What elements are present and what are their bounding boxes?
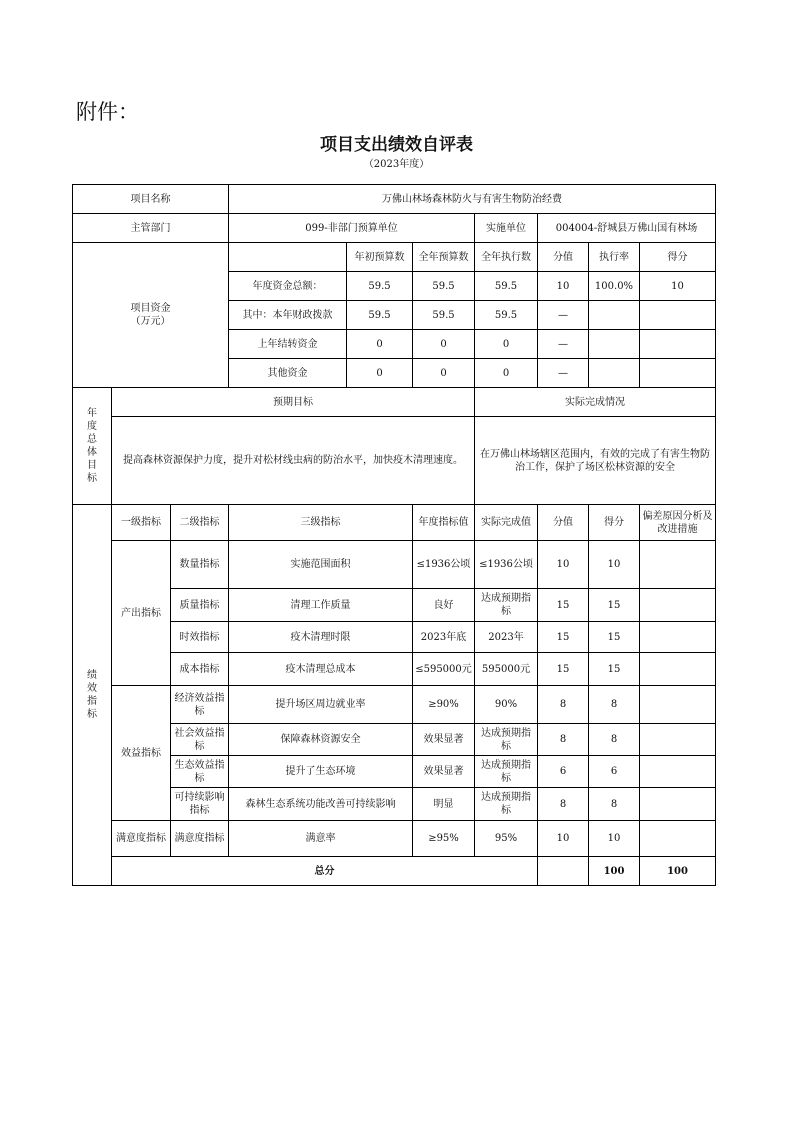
perf-score: 15 bbox=[589, 622, 640, 653]
funds-cell bbox=[589, 359, 640, 388]
funds-cell: 0 bbox=[347, 330, 413, 359]
perf-header-cell: 三级指标 bbox=[229, 505, 413, 541]
evaluation-table bbox=[72, 184, 716, 886]
perf-actual: 达成预期指标 bbox=[475, 589, 538, 622]
actual-goal-header: 实际完成情况 bbox=[475, 388, 716, 417]
perf-level3: 提升了生态环境 bbox=[229, 756, 413, 788]
perf-value: 8 bbox=[538, 724, 589, 756]
perf-level2: 数量指标 bbox=[171, 541, 229, 589]
perf-actual: ≤1936公顷 bbox=[475, 541, 538, 589]
perf-note bbox=[640, 589, 716, 622]
perf-level2: 成本指标 bbox=[171, 653, 229, 686]
project-name-label: 项目名称 bbox=[73, 185, 229, 214]
funds-header-blank bbox=[229, 243, 347, 272]
perf-target: ≥90% bbox=[413, 686, 475, 724]
perf-level2: 社会效益指标 bbox=[171, 724, 229, 756]
funds-header-cell: 全年执行数 bbox=[475, 243, 538, 272]
funds-cell: 0 bbox=[413, 359, 475, 388]
funds-cell: 59.5 bbox=[347, 301, 413, 330]
funds-cell: — bbox=[538, 301, 589, 330]
perf-target: ≤595000元 bbox=[413, 653, 475, 686]
perf-header-cell: 一级指标 bbox=[112, 505, 171, 541]
perf-target: 良好 bbox=[413, 589, 475, 622]
funds-cell: 10 bbox=[538, 272, 589, 301]
perf-value: 10 bbox=[538, 821, 589, 857]
funds-cell: — bbox=[538, 330, 589, 359]
funds-row-label: 年度资金总额： bbox=[229, 272, 347, 301]
funds-cell bbox=[640, 330, 716, 359]
perf-actual: 达成预期指标 bbox=[475, 756, 538, 788]
funds-row-label: 其中：本年财政拨款 bbox=[229, 301, 347, 330]
perf-target: 效果显著 bbox=[413, 756, 475, 788]
funds-cell: 0 bbox=[475, 359, 538, 388]
goals-label-text: 年度总体目标 bbox=[87, 408, 97, 484]
perf-level3: 保障森林资源安全 bbox=[229, 724, 413, 756]
perf-actual: 达成预期指标 bbox=[475, 788, 538, 821]
perf-note bbox=[640, 622, 716, 653]
funds-header-cell: 得分 bbox=[640, 243, 716, 272]
project-name-value: 万佛山林场森林防火与有害生物防治经费 bbox=[229, 185, 716, 214]
funds-row-label: 其他资金 bbox=[229, 359, 347, 388]
perf-score: 15 bbox=[589, 589, 640, 622]
perf-score: 8 bbox=[589, 724, 640, 756]
page-title: 项目支出绩效自评表 bbox=[320, 135, 473, 155]
perf-level3: 疫木清理总成本 bbox=[229, 653, 413, 686]
perf-actual: 2023年 bbox=[475, 622, 538, 653]
perf-value: 8 bbox=[538, 686, 589, 724]
perf-level2: 质量指标 bbox=[171, 589, 229, 622]
perf-level3: 疫木清理时限 bbox=[229, 622, 413, 653]
perf-level1: 满意度指标 bbox=[112, 821, 171, 857]
perf-score: 15 bbox=[589, 653, 640, 686]
perf-header-cell: 年度指标值 bbox=[413, 505, 475, 541]
perf-level1: 效益指标 bbox=[112, 686, 171, 821]
perf-score: 10 bbox=[589, 541, 640, 589]
perf-header-cell: 实际完成值 bbox=[475, 505, 538, 541]
perf-note bbox=[640, 788, 716, 821]
perf-note bbox=[640, 653, 716, 686]
perf-header-cell: 分值 bbox=[538, 505, 589, 541]
perf-level2: 可持续影响指标 bbox=[171, 788, 229, 821]
total-label: 总分 bbox=[112, 857, 538, 886]
total-value: 100 bbox=[589, 857, 640, 886]
funds-cell bbox=[589, 330, 640, 359]
perf-target: ≥95% bbox=[413, 821, 475, 857]
funds-cell bbox=[640, 359, 716, 388]
impl-label: 实施单位 bbox=[475, 214, 538, 243]
perf-row bbox=[73, 541, 716, 589]
goals-label bbox=[73, 388, 112, 505]
funds-row-label: 上年结转资金 bbox=[229, 330, 347, 359]
perf-row bbox=[73, 821, 716, 857]
perf-note bbox=[640, 541, 716, 589]
perf-level2: 经济效益指标 bbox=[171, 686, 229, 724]
perf-note bbox=[640, 724, 716, 756]
perf-note bbox=[640, 756, 716, 788]
dept-value: 099-非部门预算单位 bbox=[229, 214, 475, 243]
attachment-label: 附件： bbox=[76, 100, 139, 124]
perf-target: 效果显著 bbox=[413, 724, 475, 756]
funds-header-cell: 全年预算数 bbox=[413, 243, 475, 272]
perf-level2: 生态效益指标 bbox=[171, 756, 229, 788]
funds-cell: 59.5 bbox=[475, 301, 538, 330]
funds-cell: 0 bbox=[475, 330, 538, 359]
funds-cell: 0 bbox=[347, 359, 413, 388]
perf-value: 6 bbox=[538, 756, 589, 788]
funds-header-cell: 年初预算数 bbox=[347, 243, 413, 272]
funds-cell: — bbox=[538, 359, 589, 388]
perf-level2: 满意度指标 bbox=[171, 821, 229, 857]
funds-cell bbox=[640, 301, 716, 330]
funds-header-cell: 分值 bbox=[538, 243, 589, 272]
perf-target: 明显 bbox=[413, 788, 475, 821]
perf-label-text: 绩效指标 bbox=[87, 670, 97, 720]
perf-level3: 满意率 bbox=[229, 821, 413, 857]
perf-level3: 实施范围面积 bbox=[229, 541, 413, 589]
year-subtitle: （2023年度） bbox=[363, 159, 430, 170]
perf-actual: 90% bbox=[475, 686, 538, 724]
funds-label bbox=[73, 243, 229, 388]
perf-level3: 森林生态系统功能改善可持续影响 bbox=[229, 788, 413, 821]
perf-level3: 提升场区周边就业率 bbox=[229, 686, 413, 724]
perf-header-cell: 二级指标 bbox=[171, 505, 229, 541]
perf-row bbox=[73, 686, 716, 724]
funds-cell: 59.5 bbox=[475, 272, 538, 301]
dept-label: 主管部门 bbox=[73, 214, 229, 243]
perf-target: 2023年底 bbox=[413, 622, 475, 653]
funds-cell: 100.0% bbox=[589, 272, 640, 301]
expected-goal-text: 提高森林资源保护力度，提升对松材线虫病的防治水平，加快疫木清理速度。 bbox=[112, 417, 475, 505]
funds-cell: 59.5 bbox=[413, 301, 475, 330]
expected-goal-header: 预期目标 bbox=[112, 388, 475, 417]
total-blank bbox=[538, 857, 589, 886]
perf-level1: 产出指标 bbox=[112, 541, 171, 686]
funds-cell: 59.5 bbox=[347, 272, 413, 301]
funds-header-cell: 执行率 bbox=[589, 243, 640, 272]
funds-label-line1: 项目资金 bbox=[130, 303, 171, 314]
perf-level2: 时效指标 bbox=[171, 622, 229, 653]
funds-cell: 59.5 bbox=[413, 272, 475, 301]
perf-score: 8 bbox=[589, 686, 640, 724]
perf-actual: 595000元 bbox=[475, 653, 538, 686]
perf-note bbox=[640, 686, 716, 724]
perf-level3: 清理工作质量 bbox=[229, 589, 413, 622]
perf-actual: 达成预期指标 bbox=[475, 724, 538, 756]
perf-actual: 95% bbox=[475, 821, 538, 857]
funds-cell bbox=[589, 301, 640, 330]
perf-value: 15 bbox=[538, 653, 589, 686]
actual-goal-text: 在万佛山林场辖区范围内，有效的完成了有害生物防治工作，保护了场区松林资源的安全 bbox=[475, 417, 716, 505]
perf-score: 8 bbox=[589, 788, 640, 821]
funds-cell: 0 bbox=[413, 330, 475, 359]
total-score: 100 bbox=[640, 857, 716, 886]
perf-header-cell: 得分 bbox=[589, 505, 640, 541]
perf-value: 15 bbox=[538, 622, 589, 653]
funds-label-line2: （万元） bbox=[130, 316, 171, 327]
funds-cell: 10 bbox=[640, 272, 716, 301]
perf-header-cell: 偏差原因分析及改进措施 bbox=[640, 505, 716, 541]
perf-score: 10 bbox=[589, 821, 640, 857]
perf-note bbox=[640, 821, 716, 857]
perf-target: ≤1936公顷 bbox=[413, 541, 475, 589]
perf-score: 6 bbox=[589, 756, 640, 788]
perf-value: 15 bbox=[538, 589, 589, 622]
perf-value: 8 bbox=[538, 788, 589, 821]
perf-value: 10 bbox=[538, 541, 589, 589]
perf-label bbox=[73, 505, 112, 886]
impl-value: 004004-舒城县万佛山国有林场 bbox=[538, 214, 716, 243]
